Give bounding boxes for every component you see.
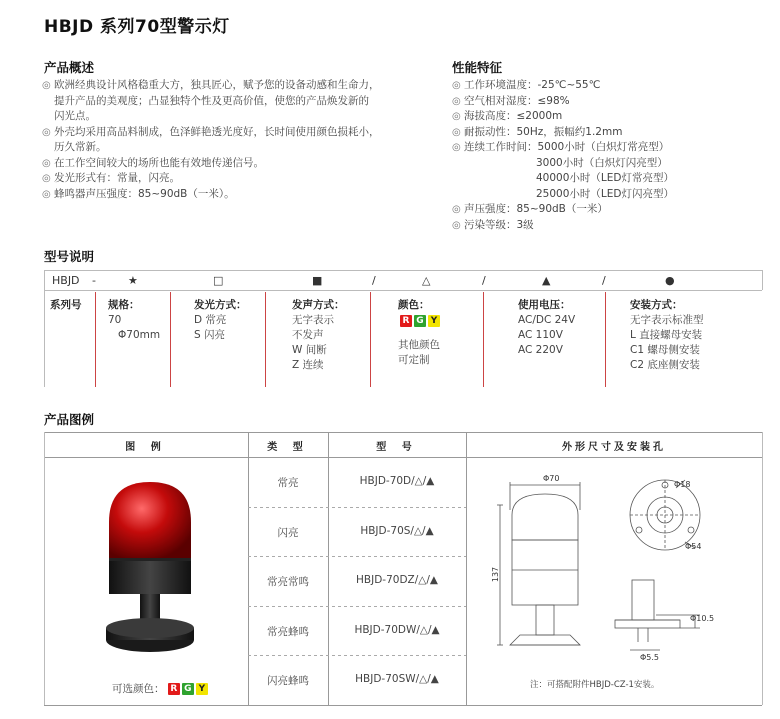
- legend-row-model: HBJD-70DW/△/▲: [354, 623, 440, 636]
- model-col-line: 可定制: [398, 354, 430, 366]
- overview-item: [42, 156, 412, 172]
- overview-line: 蜂鸣器声压强度：85~90dB（一米）。: [54, 187, 235, 200]
- bullet-icon: ◎: [452, 219, 461, 231]
- overview-line: 外壳均采用高品料制成，色泽鲜艳透光度好，长时间使用颜色损耗小，: [54, 125, 380, 138]
- model-col-line: D 常亮: [194, 314, 227, 326]
- features-list: [452, 78, 772, 233]
- features-line: 耐振动性：50Hz，振幅约1.2mm: [464, 125, 623, 138]
- model-symbol: ●: [665, 274, 675, 287]
- overview-line: 在工作空间较大的场所也能有效地传递信号。: [54, 156, 264, 169]
- overview-item: [42, 187, 412, 203]
- features-item: [452, 78, 772, 94]
- legend-heading: 产品图例: [44, 412, 95, 427]
- model-col-line: 70: [108, 314, 122, 326]
- legend-row-type: 闪亮蜂鸣: [267, 675, 309, 688]
- model-col-line: C2 底座侧安装: [630, 359, 700, 371]
- features-line: 海拔高度：≤2000m: [464, 110, 563, 122]
- features-heading: 性能特征: [452, 60, 503, 75]
- model-heading: 型号说明: [44, 249, 95, 264]
- legend-header-image: 图 例: [125, 442, 167, 453]
- features-line: 40000小时（LED灯常亮型）: [536, 172, 674, 184]
- overview-list: [42, 78, 412, 202]
- color-yellow: Y: [196, 683, 208, 695]
- overview-line: 闪光点。: [54, 110, 96, 122]
- dimension-note: 注：可搭配附件HBJD-CZ-1安装。: [530, 680, 660, 690]
- dim-height: 137: [491, 566, 501, 583]
- overview-line: 欧洲经典设计风格稳重大方，独具匠心，赋予您的设备动感和生命力，: [54, 79, 380, 91]
- bullet-icon: ◎: [42, 80, 51, 91]
- features-line: 声压强度：85~90dB（一米）: [464, 203, 608, 215]
- bullet-icon: ◎: [42, 188, 51, 200]
- overview-item: [42, 78, 412, 125]
- model-symbol: /: [372, 274, 376, 287]
- model-col-line: Z 连续: [292, 359, 324, 371]
- color-options-label: 可选颜色：: [112, 683, 165, 695]
- page-title: HBJD 系列70型警示灯: [44, 17, 230, 37]
- features-item: [452, 202, 772, 218]
- model-symbol: /: [482, 274, 486, 287]
- legend-header-dims: 外形尺寸及安装孔: [562, 442, 666, 453]
- bullet-icon: ◎: [42, 173, 51, 184]
- legend-row-model: HBJD-70SW/△/▲: [355, 673, 439, 686]
- dim-d55: Φ5.5: [640, 653, 660, 662]
- model-color-swatches: [400, 314, 442, 329]
- color-options: [112, 681, 210, 696]
- model-col-title: 使用电压：: [518, 299, 571, 311]
- bullet-icon: ◎: [452, 204, 461, 215]
- model-symbol: □: [213, 274, 224, 287]
- legend-header-model: 型 号: [376, 442, 418, 453]
- overview-line: 提升产品的美观度；凸显独特个性及更高价值，使您的产品焕发新的: [54, 94, 369, 107]
- bullet-icon: ◎: [42, 157, 51, 169]
- model-symbol: ▲: [542, 274, 551, 287]
- features-line: 3000小时（白炽灯闪亮型）: [536, 156, 668, 169]
- bullet-icon: ◎: [452, 111, 461, 122]
- legend-row-model: HBJD-70DZ/△/▲: [356, 574, 438, 587]
- model-col-line: 其他颜色: [398, 339, 440, 351]
- legend-row-type: 常亮: [277, 477, 299, 489]
- model-col-line: AC/DC 24V: [518, 314, 576, 326]
- legend-row-type: 常亮蜂鸣: [267, 625, 309, 638]
- features-line: 空气相对湿度：≤98%: [464, 94, 570, 107]
- features-item: [452, 94, 772, 110]
- features-line: 连续工作时间：5000小时（白炽灯常亮型）: [464, 141, 670, 153]
- bullet-icon: ◎: [452, 80, 461, 91]
- model-col-title: 系列号: [50, 299, 82, 311]
- bullet-icon: ◎: [42, 126, 51, 138]
- color-red: R: [168, 683, 180, 695]
- features-line: 25000小时（LED灯闪亮型）: [536, 187, 674, 200]
- model-col-title: 发声方式：: [292, 299, 345, 311]
- model-code: HBJD: [52, 274, 80, 287]
- features-item: [452, 125, 772, 141]
- model-col-line: 无字表示标准型: [630, 314, 704, 326]
- model-col-line: 无字表示: [292, 314, 334, 326]
- model-dash: -: [92, 274, 96, 287]
- bullet-icon: ◎: [452, 95, 461, 107]
- legend-row-type: 闪亮: [277, 526, 299, 539]
- model-col-title: 发光方式：: [194, 299, 247, 311]
- legend-row-model: HBJD-70S/△/▲: [360, 524, 434, 537]
- model-col-line: 不发声: [292, 329, 324, 341]
- overview-heading: 产品概述: [44, 60, 95, 75]
- features-item: [452, 109, 772, 125]
- legend-header-type: 类 型: [267, 442, 309, 453]
- dim-d105: Φ10.5: [690, 614, 715, 623]
- legend-row-model: HBJD-70D/△/▲: [359, 475, 435, 487]
- model-col-line: Φ70mm: [118, 329, 161, 341]
- model-col-line: AC 110V: [518, 329, 563, 341]
- model-col-line: L 直接螺母安装: [630, 329, 703, 341]
- color-green: G: [182, 683, 194, 695]
- legend-row-type: 常亮常鸣: [267, 576, 309, 589]
- overview-line: 发光形式有：常量，闪亮。: [54, 172, 180, 184]
- model-col-title: 安装方式：: [630, 299, 683, 311]
- dim-d54: Φ54: [685, 542, 702, 551]
- model-symbol: △: [422, 274, 431, 287]
- model-col-title: 规格：: [108, 299, 140, 311]
- overview-item: [42, 125, 412, 156]
- features-line: 工作环境温度：-25℃~55℃: [464, 79, 601, 91]
- color-swatch: G: [414, 315, 426, 327]
- model-col-title: 颜色：: [398, 299, 430, 311]
- overview-item: [42, 171, 412, 187]
- dimension-drawing: [480, 470, 760, 680]
- model-col-line: C1 螺母侧安装: [630, 344, 700, 356]
- model-col-line: W 间断: [292, 344, 327, 356]
- features-item: [452, 218, 772, 234]
- features-item: [452, 140, 772, 202]
- model-col-line: S 闪亮: [194, 329, 226, 341]
- model-symbol: ★: [128, 274, 138, 287]
- dim-d70: Φ70: [543, 474, 560, 483]
- model-col-line: AC 220V: [518, 344, 563, 356]
- dim-d18: Φ18: [674, 480, 691, 489]
- warning-light-image: [95, 480, 205, 680]
- bullet-icon: ◎: [452, 142, 461, 153]
- color-swatch: Y: [428, 315, 440, 327]
- model-symbol: ■: [312, 274, 323, 287]
- bullet-icon: ◎: [452, 126, 461, 138]
- color-swatch: R: [400, 315, 412, 327]
- features-line: 污染等级：3级: [464, 218, 534, 231]
- model-symbol: /: [602, 274, 606, 287]
- overview-line: 历久常新。: [54, 141, 107, 153]
